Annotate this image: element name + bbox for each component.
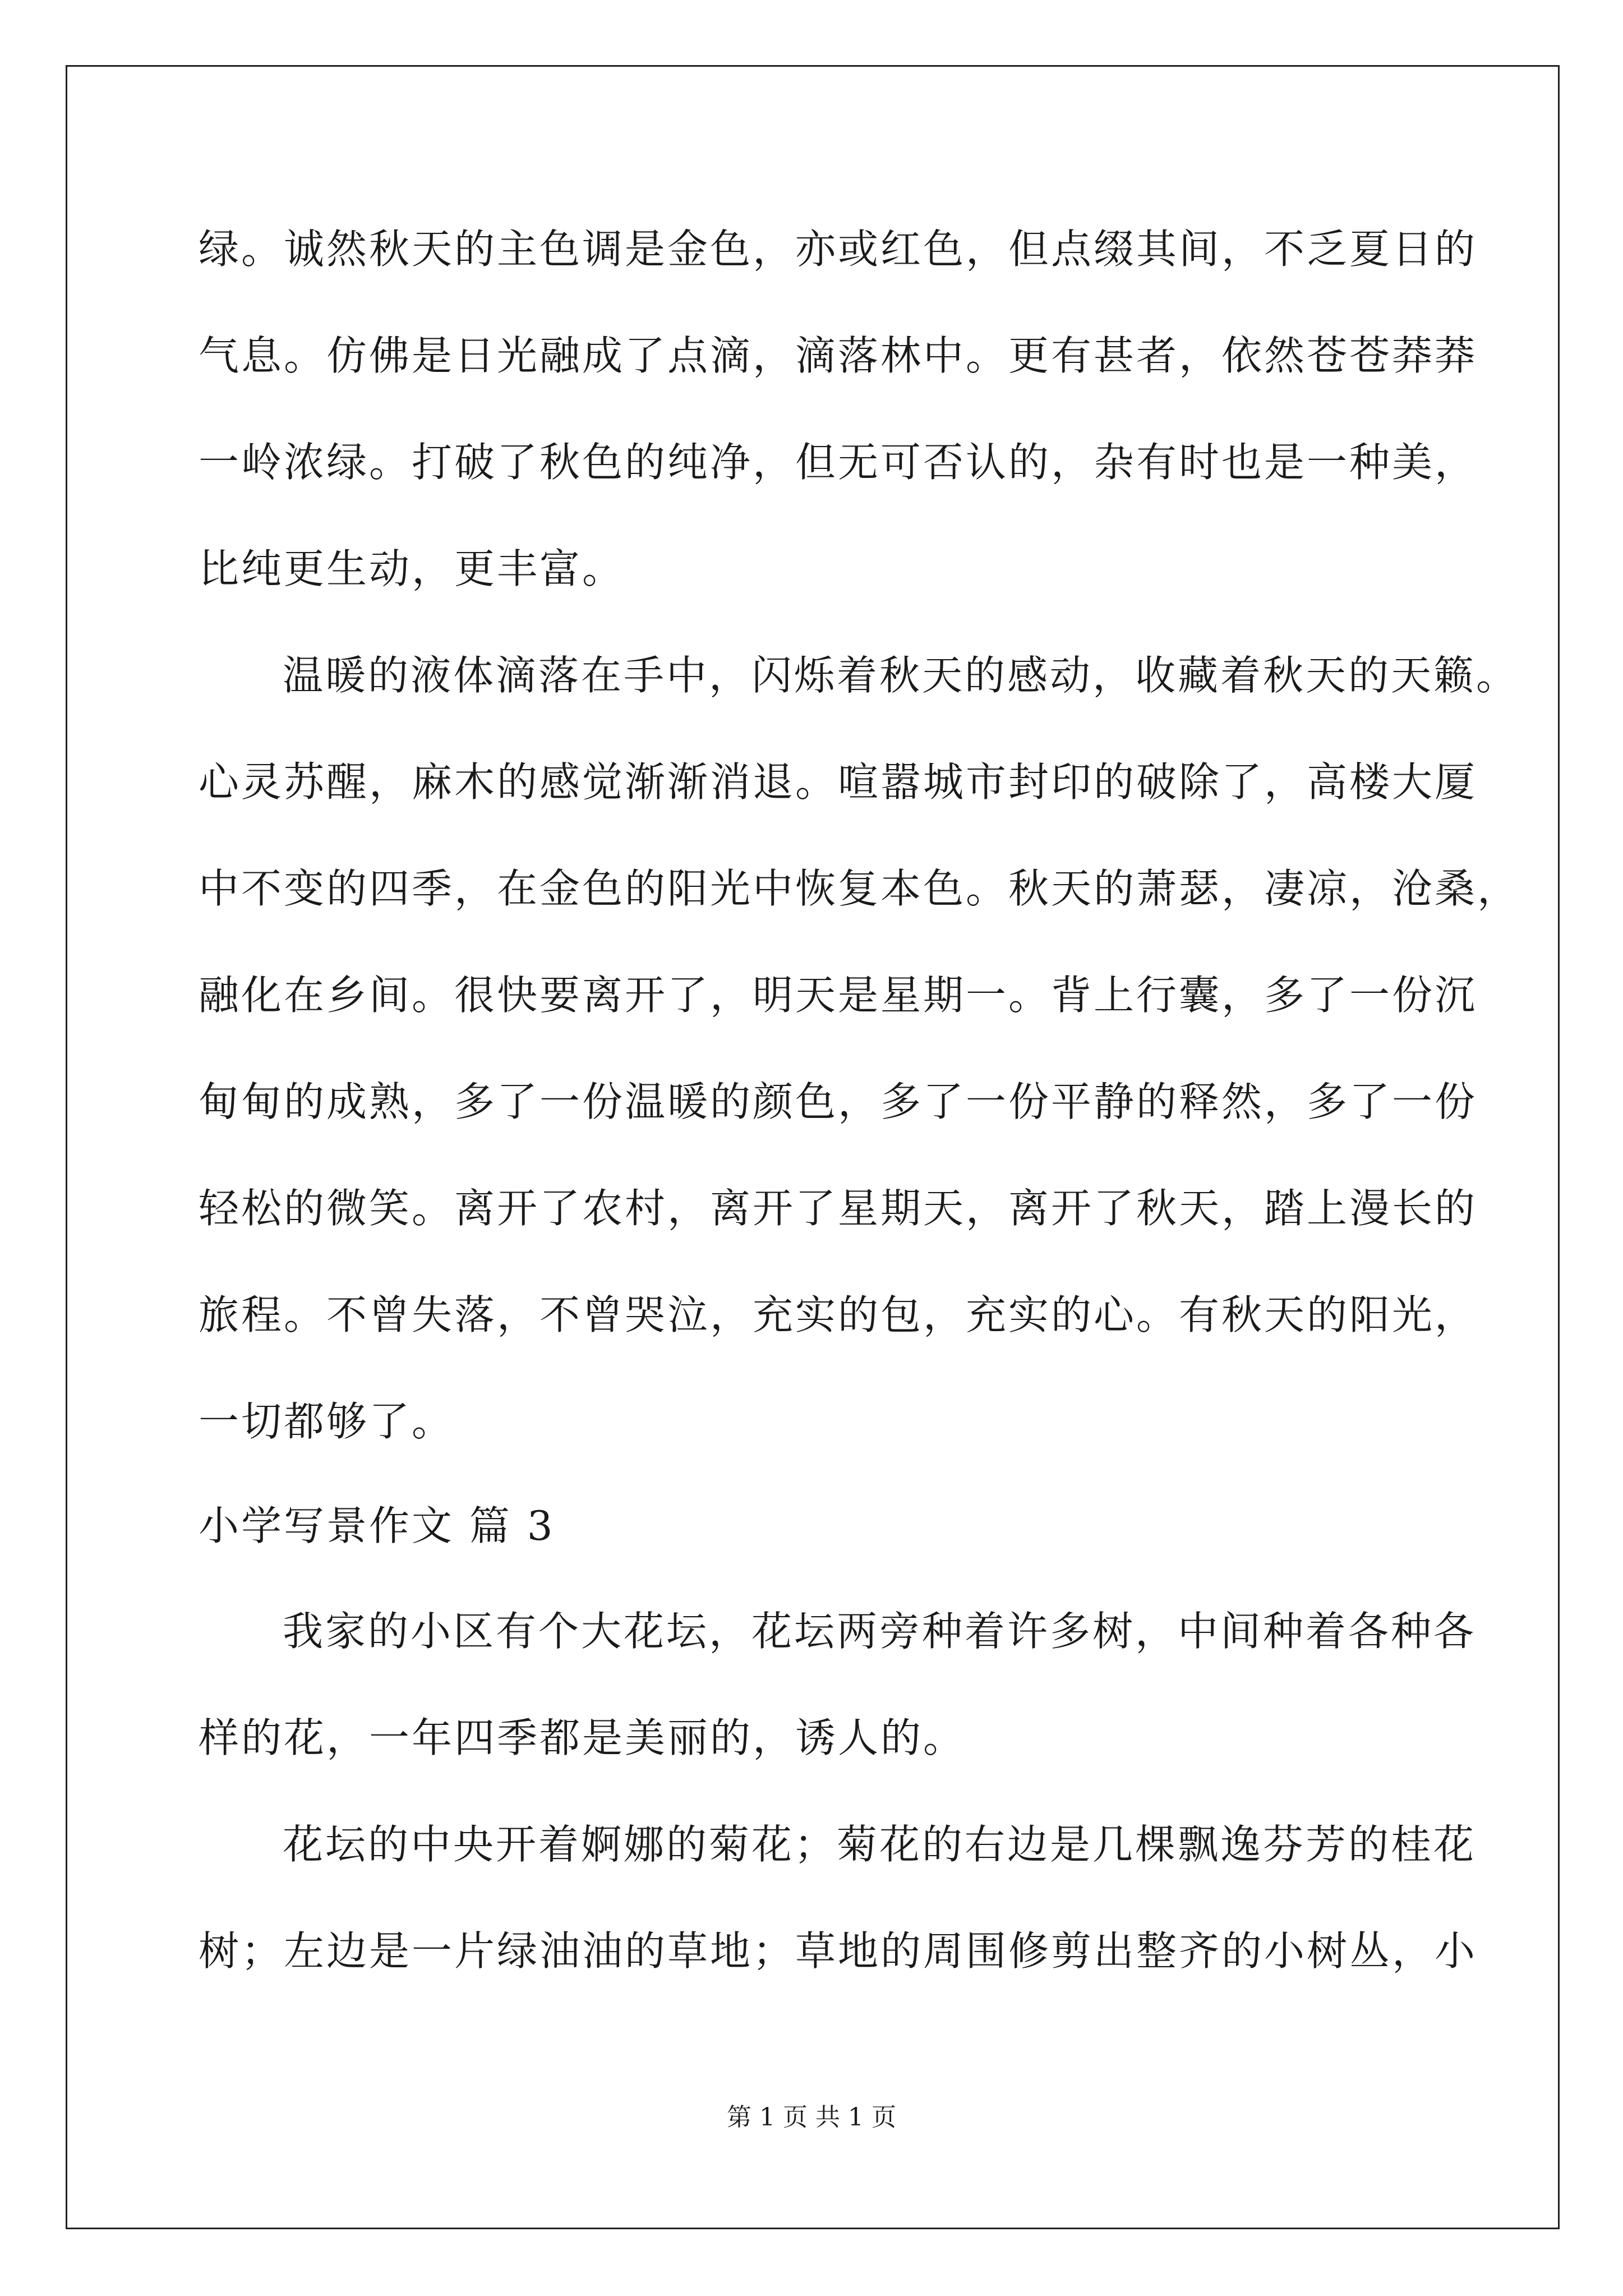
paragraph-line: 气息。仿佛是日光融成了点滴，滴落林中。更有甚者，依然苍苍莽莽 [199,332,1478,379]
paragraph-line: 比纯更生动，更丰富。 [199,545,625,592]
paragraph-line: 花坛的中央开着婀娜的菊花；菊花的右边是几棵飘逸芬芳的桂花 [283,1821,1477,1868]
paragraph-line: 旅程。不曾失落，不曾哭泣，充实的包，充实的心。有秋天的阳光， [199,1291,1478,1338]
page-border [66,65,1560,2229]
paragraph-line: 一岭浓绿。打破了秋色的纯净，但无可否认的，杂有时也是一种美， [199,439,1478,486]
section-heading: 小学写景作文 篇 3 [199,1502,555,1549]
paragraph-line: 心灵苏醒，麻木的感觉渐渐消退。喧嚣城市封印的破除了，高楼大厦 [199,758,1478,806]
paragraph-line: 我家的小区有个大花坛，花坛两旁种着许多树，中间种着各种各 [283,1608,1477,1655]
paragraph-line: 中不变的四季，在金色的阳光中恢复本色。秋天的萧瑟，凄凉，沧桑， [199,865,1520,912]
paragraph-line: 树；左边是一片绿油油的草地；草地的周围修剪出整齐的小树丛，小 [199,1927,1478,1975]
paragraph-line: 一切都够了。 [199,1398,455,1445]
paragraph-line: 温暖的液体滴落在手中，闪烁着秋天的感动，收藏着秋天的天籁。 [283,652,1519,699]
page-footer: 第 1 页 共 1 页 [727,2103,896,2132]
paragraph-line: 甸甸的成熟，多了一份温暖的颜色，多了一份平静的释然，多了一份 [199,1078,1478,1125]
paragraph-line: 融化在乡间。很快要离开了，明天是星期一。背上行囊，多了一份沉 [199,972,1478,1019]
paragraph-line: 绿。诚然秋天的主色调是金色，亦或红色，但点缀其间，不乏夏日的 [199,226,1478,273]
paragraph-line: 轻松的微笑。离开了农村，离开了星期天，离开了秋天，踏上漫长的 [199,1185,1478,1232]
paragraph-line: 样的花，一年四季都是美丽的，诱人的。 [199,1714,966,1761]
